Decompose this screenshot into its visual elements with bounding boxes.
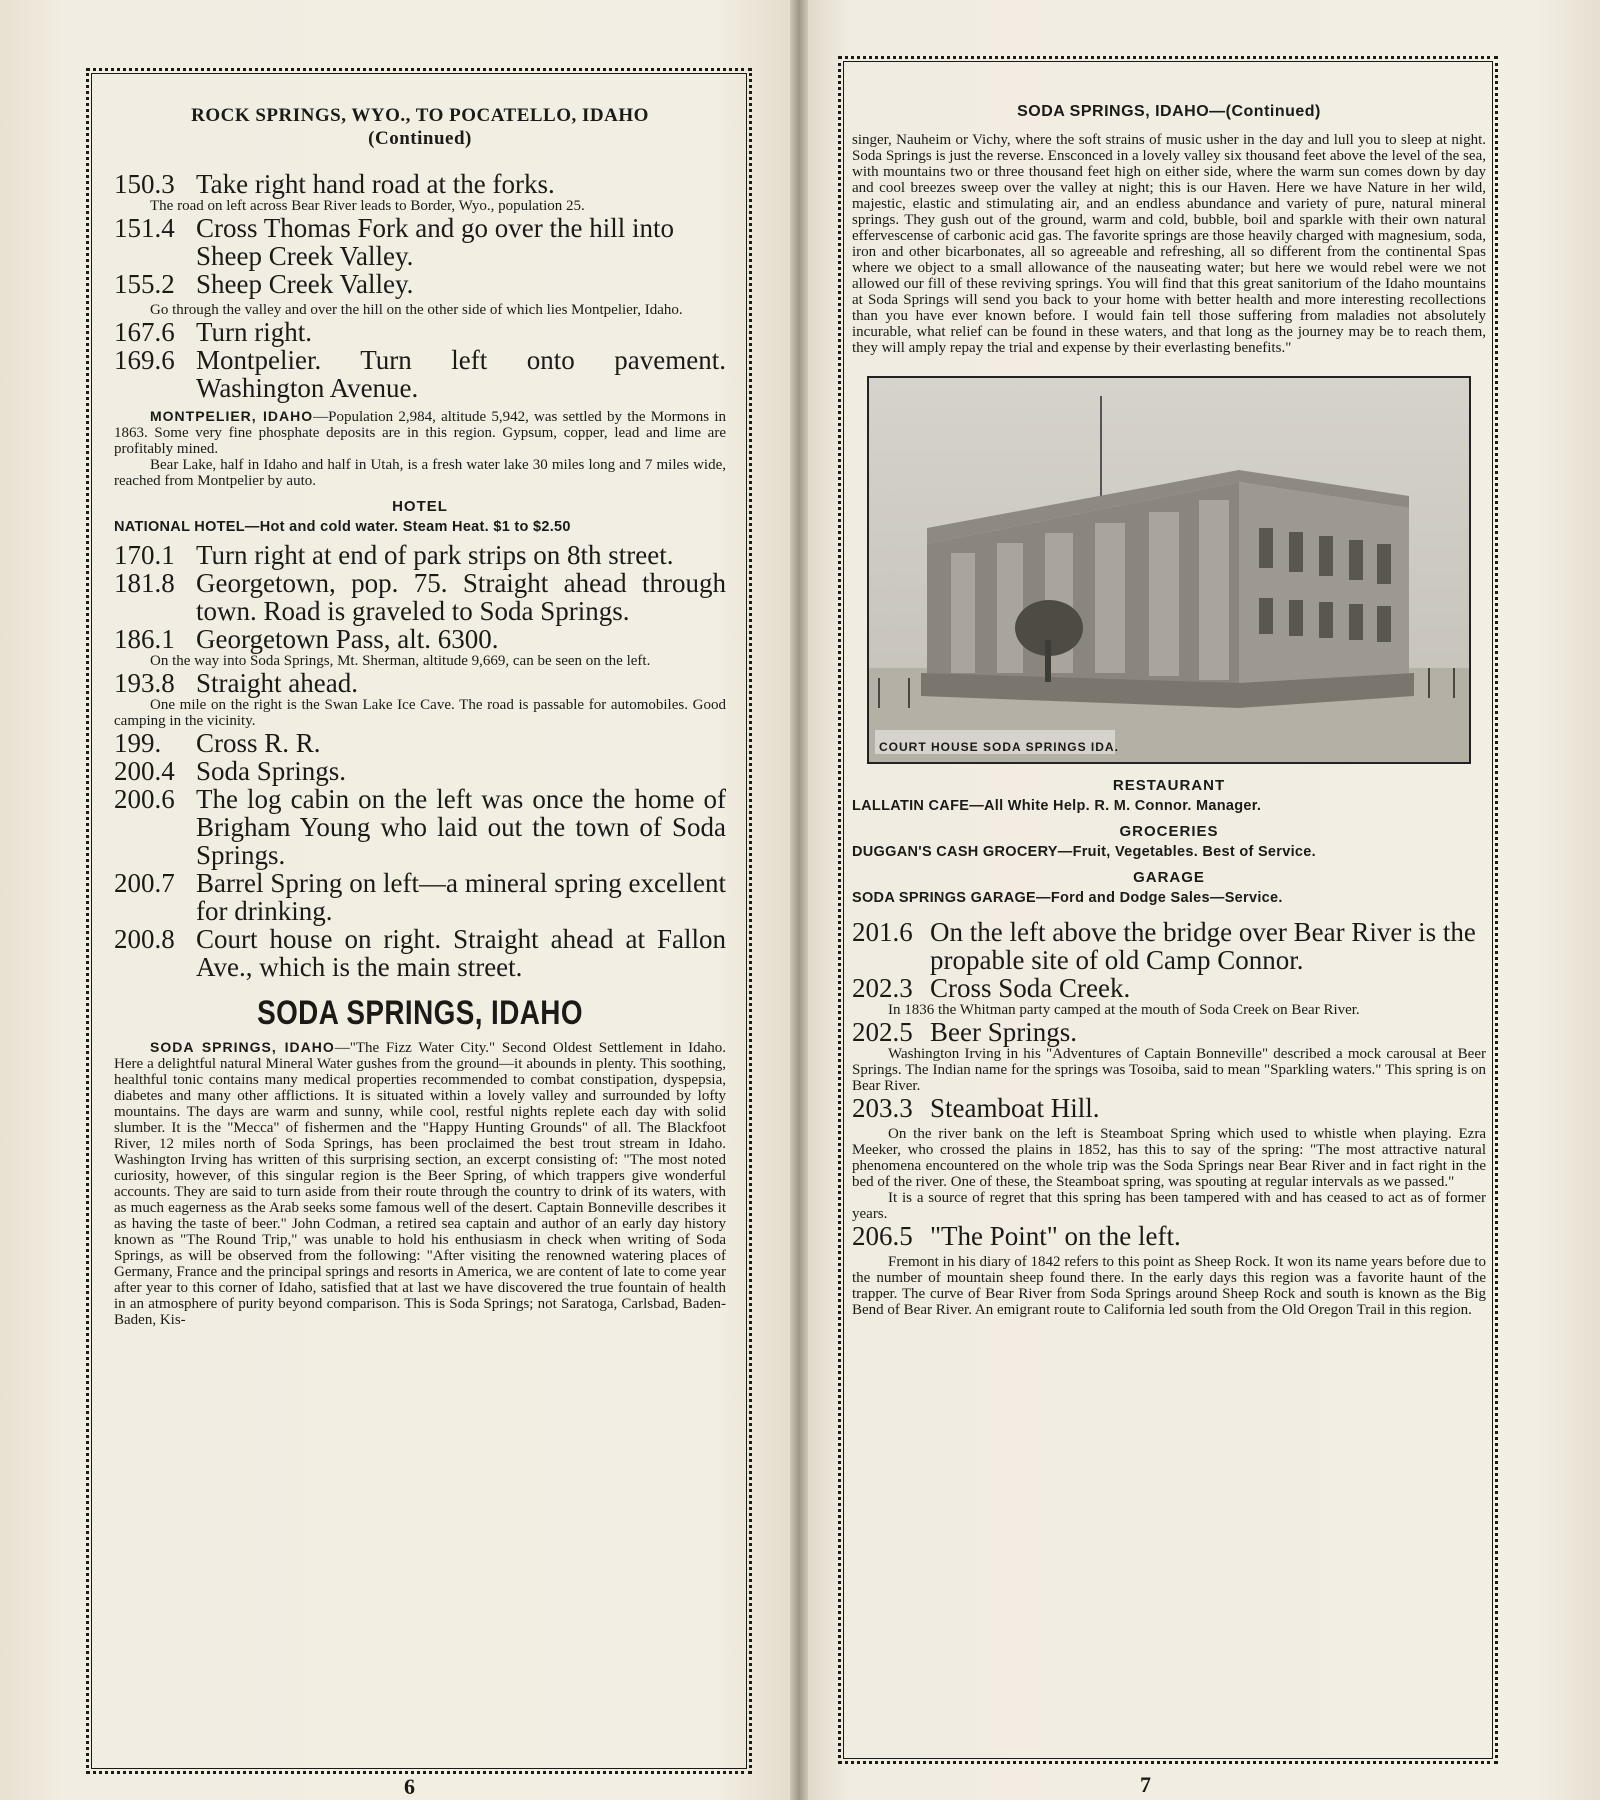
courthouse-photo [867, 376, 1471, 764]
mileage: 200.6 [114, 784, 175, 814]
route-entry [852, 1222, 1486, 1318]
direction: Montpelier. Turn left onto pavement. Washington Avenue. [196, 345, 726, 403]
bear-lake-paragraph: Bear Lake, half in Idaho and half in Utah, is a fresh water lake 30 miles long and 7 miles wide, reached from Montpelier by auto. [114, 457, 726, 489]
mileage: 181.8 [114, 568, 175, 598]
photo-caption: COURT HOUSE SODA SPRINGS IDA. [879, 740, 1119, 754]
direction: Beer Springs. [930, 1017, 1077, 1047]
soda-springs-paragraph [114, 1039, 726, 1328]
soda-springs-caps: SODA SPRINGS, IDAHO [150, 1039, 335, 1055]
direction: Georgetown, pop. 75. Straight ahead through town. Road is graveled to Soda Springs. [196, 568, 726, 626]
groceries-heading: GROCERIES [1119, 823, 1219, 840]
direction: Sheep Creek Valley. [196, 269, 414, 299]
direction: Barrel Spring on left—a mineral spring excellent for drinking. [196, 868, 726, 926]
restaurant-listing: LALLATIN CAFE—All White Help. R. M. Connor. Manager. [852, 798, 1262, 814]
route-entry [114, 170, 726, 214]
route-entry [114, 270, 726, 318]
route-entry [852, 1094, 1486, 1222]
mileage: 200.7 [114, 868, 175, 898]
garage-listing: SODA SPRINGS GARAGE—Ford and Dodge Sales—Service. [852, 890, 1283, 906]
montpelier-paragraph [114, 408, 726, 457]
route-note: In 1836 the Whitman party camped at the mouth of Soda Creek on Bear River. [888, 1002, 1360, 1018]
mileage: 186.1 [114, 624, 175, 654]
route-header-continued: (Continued) [368, 128, 472, 149]
direction: Soda Springs. [196, 756, 347, 786]
direction: Court house on right. Straight ahead at Fallon Ave., which is the main street. [196, 924, 726, 982]
route-note: One mile on the right is the Swan Lake Ice Cave. The road is passable for automobiles. Good camping in the vicinity. [114, 697, 726, 729]
route-entry [114, 569, 726, 625]
garage-heading: GARAGE [1133, 869, 1205, 886]
direction: Turn right. [196, 317, 313, 347]
groceries-listing: DUGGAN'S CASH GROCERY—Fruit, Vegetables. Best of Service. [852, 844, 1316, 860]
montpelier-caps: MONTPELIER, IDAHO [150, 408, 314, 424]
direction: On the left above the bridge over Bear River is the propable site of old Camp Connor. [930, 917, 1476, 975]
route-entry [114, 318, 726, 346]
direction: The log cabin on the left was once the home of Brigham Young who laid out the town of Soda Springs. [196, 784, 726, 870]
route-note: On the river bank on the left is Steamboat Spring which used to whistle when playing. Ezra Meeker, who crossed the plains in 1852, has this to say of the spring: "The most attractive natural phenomena encountered on the whole trip was the Soda Springs near Bear River and in fact right in the bed of the river. One of these, the Steamboat spring, was spouting at regular intervals as we passed." [852, 1126, 1486, 1190]
route-entry [852, 1018, 1486, 1094]
page-number-left: 6 [404, 1774, 415, 1799]
mileage: 169.6 [114, 345, 175, 375]
route-entry [114, 541, 726, 569]
route-entry [852, 974, 1486, 1018]
direction: Cross R. R. [196, 728, 321, 758]
route-entry [114, 625, 726, 669]
left-column [114, 104, 726, 1328]
direction: Cross Thomas Fork and go over the hill into Sheep Creek Valley. [196, 213, 674, 271]
restaurant-heading: RESTAURANT [1112, 777, 1226, 794]
route-entry [852, 918, 1486, 974]
direction: "The Point" on the left. [930, 1221, 1181, 1251]
mileage: 202.5 [852, 1017, 913, 1047]
mileage: 170.1 [114, 540, 175, 570]
hotel-listing: NATIONAL HOTEL—Hot and cold water. Steam Heat. $1 to $2.50 [114, 519, 571, 535]
direction: Cross Soda Creek. [930, 973, 1131, 1003]
route-note: Go through the valley and over the hill on the other side of which lies Montpelier, Idaho. [150, 302, 683, 318]
direction: Straight ahead. [196, 668, 358, 698]
route-header-title: ROCK SPRINGS, WYO., TO POCATELLO, IDAHO [191, 105, 649, 126]
route-entry [114, 669, 726, 729]
route-note: The road on left across Bear River leads to Border, Wyo., population 25. [150, 198, 585, 214]
mileage: 150.3 [114, 169, 175, 199]
mileage: 193.8 [114, 668, 175, 698]
route-entry [114, 925, 726, 981]
mileage: 202.3 [852, 973, 913, 1003]
montpelier-text: —Population 2,984, altitude 5,942, was settled by the Mormons in 1863. Some very fine phosphate deposits are in this region. Gypsum, copper, lead and lime are profitably mined. [114, 409, 726, 457]
route-entry [114, 346, 726, 402]
page-number-right: 7 [1140, 1772, 1151, 1797]
mileage: 155.2 [114, 269, 175, 299]
route-note: Washington Irving in his "Adventures of Captain Bonneville" described a mock carousal at Beer Springs. The Indian name for the springs was Tosoiba, said to mean "Sparkling waters." This spring is on Bear River. [852, 1046, 1486, 1094]
right-column [852, 98, 1486, 1318]
mileage: 200.8 [114, 924, 175, 954]
route-entry [114, 869, 726, 925]
hotel-heading: HOTEL [392, 498, 448, 515]
route-note: On the way into Soda Springs, Mt. Sherman, altitude 9,669, can be seen on the left. [150, 653, 651, 669]
direction: Georgetown Pass, alt. 6300. [196, 624, 499, 654]
soda-springs-text: —"The Fizz Water City." Second Oldest Settlement in Idaho. Here a delightful natural Mineral Water gushes from the ground—it abounds in plenty. This soothing, healthful tonic contains many medical properties recommended to combat constipation, dyspepsia, diabetes and many other afflictions. It is situated within a lovely valley and surrounded by lofty mountains. The days are warm and sunny, while cool, restful nights replete each day with solid slumber. It is the "Mecca" of fishermen and the "Happy Hunting Grounds" of all. The Blackfoot River, 12 miles north of Soda Springs, has been proclaimed the best trout stream in Idaho. Washington Irving has written of this surprising section, an excerpt consisting of: "The most noted curiosity, however, of this singular region is the Beer Spring, of which trappers give wonderful accounts. They are said to turn aside from their route through the country to drink of its waters, with as much eagerness as the Arab seeks some famous well of the desert. Captain Bonneville describes it as having the taste of beer." John Codman, a retired sea captain and author of an early day history known as "The Round Trip," was unable to hold his enthusiasm in check when writing of Soda Springs, as will be observed from the following: "After visiting the renowned watering places of Germany, France and the principal springs and resorts in America, we are content of late to come year after year to this corner of Idaho, satisfied that at last we have discovered the true fountain of health in an atmosphere of purity beyond comparison. This is Soda Springs; not Saratoga, Carlsbad, Baden-Baden, Kis- [114, 1040, 726, 1328]
route-entry [114, 729, 726, 757]
section-header: SODA SPRINGS, IDAHO—(Continued) [1017, 103, 1321, 120]
direction: Steamboat Hill. [930, 1093, 1100, 1123]
route-note: Fremont in his diary of 1842 refers to this point as Sheep Rock. It won its name years before due to the number of mountain sheep found there. In the early days this region was a favorite haunt of the trapper. The curve of Bear River from Soda Springs around Sheep Rock and south is known as the Big Bend of Bear River. An emigrant route to California led south from the Old Oregon Trail in this region. [852, 1254, 1486, 1318]
mileage: 206.5 [852, 1221, 913, 1251]
continued-paragraph: singer, Nauheim or Vichy, where the soft strains of music usher in the day and lull you to sleep at night. Soda Springs is just the reverse. Ensconced in a lovely valley six thousand feet above the level of the sea, with mountains two or three thousand feet high on either side, where the warm sun comes down by day and cool breezes sweep over the valley at night; this is our Haven. Here we have Nature in her wild, majestic, elastic and stimulating air, and an endless abundance and variety of pure, natural mineral springs. They gush out of the ground, warm and cold, bubble, boil and sparkle with their own natural effervescense of carbonic acid gas. The favorite springs are those heavily charged with magnesium, soda, iron and other bicarbonates, all so agreeable and refreshing, all so different from the continental Spas where we object to a small allowance of the nauseating water; but here we would rebel were we not allowed our fill of these reviving springs. You will find that this great sanitorium of the Idaho mountains at Soda Springs will send you back to your home with better health and more interesting recollections than you have ever known before. I would fain tell those suffering from maladies not absolutely incurable, what relief can be found in these waters, and that long as the journey may be to reach them, they will amply repay the trial and expense by their everlasting benefits." [852, 132, 1486, 356]
mileage: 199. [114, 728, 162, 758]
mileage: 151.4 [114, 213, 175, 243]
book-gutter [790, 0, 808, 1800]
mileage: 201.6 [852, 917, 913, 947]
mileage: 203.3 [852, 1093, 913, 1123]
route-entry [114, 785, 726, 869]
direction: Turn right at end of park strips on 8th street. [196, 540, 674, 570]
route-entry [114, 757, 726, 785]
route-header [114, 104, 726, 150]
direction: Take right hand road at the forks. [196, 169, 555, 199]
mileage: 167.6 [114, 317, 175, 347]
mileage: 200.4 [114, 756, 175, 786]
route-entry [114, 214, 726, 270]
section-title: SODA SPRINGS, IDAHO [257, 994, 583, 1032]
route-note-2: It is a source of regret that this spring has been tampered with and has ceased to act as of former years. [852, 1190, 1486, 1222]
courthouse-illustration [869, 378, 1469, 762]
